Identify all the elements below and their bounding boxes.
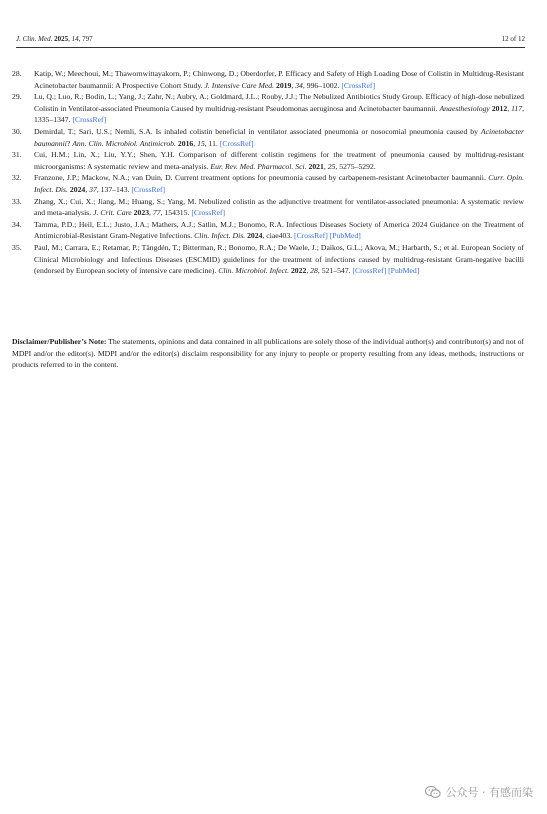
reference-text bbox=[34, 219, 524, 242]
reference-fragment: 25 bbox=[327, 161, 336, 171]
reference-fragment: 2022 bbox=[290, 266, 307, 276]
reference-fragment: , bbox=[193, 138, 198, 148]
reference-number: 29. bbox=[12, 92, 22, 102]
journal-citation: J. Clin. Med. 2025, 14, 797 bbox=[16, 35, 93, 43]
reference-fragment: Clin. Microbiol. Infect. bbox=[218, 266, 290, 276]
reference-fragment: 28 bbox=[310, 266, 318, 276]
reference-fragment: , bbox=[306, 266, 311, 276]
reference-fragment: 2024 bbox=[247, 231, 263, 241]
reference-text bbox=[34, 149, 524, 172]
reference-fragment: Katip, W.; Meechoui, M.; Thawornwittayakorn, P.; Chinwong, D.; Oberdorfer, P. Efficacy and Safety of High Loading Dose of Colistin in Multidrug-Resistant Acinetobacter baumannii: A Prospective Cohort Study. bbox=[34, 69, 524, 90]
reference-fragment: , 137–143. bbox=[96, 184, 132, 194]
reference-text bbox=[34, 172, 524, 195]
watermark bbox=[425, 784, 534, 800]
reference-fragment: , ciae403. bbox=[262, 231, 295, 241]
reference-fragment: 2012 bbox=[491, 103, 508, 113]
reference-item bbox=[12, 91, 524, 126]
reference-item bbox=[12, 149, 524, 172]
reference-item bbox=[12, 172, 524, 195]
reference-fragment: 37 bbox=[89, 184, 97, 194]
reference-fragment: 77 bbox=[152, 208, 161, 218]
reference-fragment: Franzone, J.P.; Mackow, N.A.; van Duin, D. Current treatment options for pneumonia caused by carbapenem-resistant Acinetobacter baumannii. bbox=[34, 173, 489, 183]
crossref-link[interactable]: [CrossRef] bbox=[191, 208, 226, 218]
reference-fragment: 34 bbox=[295, 80, 303, 90]
reference-text bbox=[34, 196, 524, 219]
reference-number: 28. bbox=[12, 69, 22, 78]
crossref-link[interactable]: [CrossRef] bbox=[294, 231, 328, 241]
wechat-icon bbox=[425, 785, 441, 799]
reference-item bbox=[12, 196, 524, 219]
reference-fragment: , bbox=[291, 80, 296, 90]
reference-fragment: J. Intensive Care Med. bbox=[204, 80, 275, 90]
reference-number: 30. bbox=[12, 126, 22, 136]
reference-fragment: , 5275–5292. bbox=[335, 161, 376, 171]
reference-fragment: Paul, M.; Carrara, E.; Retamar, P.; Tängdén, T.; Bitterman, R.; Bonomo, R.A.; De Waele, J.; Daikos, G.L.; Akova, M.; Harbarth, S.; et al. European Society of Clinical Microbiology and Infectious Diseases (ESCMID) guidelines for the treatment of infections caused by multidrug-resistant Gram-negative bacilli (endorsed by European society of intensive care medicine). bbox=[34, 242, 524, 276]
reference-item bbox=[12, 126, 524, 149]
reference-number: 35. bbox=[12, 242, 22, 252]
reference-fragment: Curr. Opin. Infect. Dis. bbox=[34, 173, 524, 194]
reference-fragment: , bbox=[149, 208, 153, 218]
reference-fragment: Lu, Q.; Luo, R.; Bodin, L.; Yang, J.; Zahr, N.; Aubry, A.; Goldmard, J.L.; Rouby, J.J.; The Nebulized Antibiotics Study Group. Efficacy of high-dose nebulized Colistin in Ventilator-associated Pneumonia Caused by multidrug-resistant Pseudomonas aeruginosa and Acinetobacter baumannii. bbox=[34, 92, 524, 113]
reference-text bbox=[34, 126, 524, 149]
reference-item bbox=[12, 68, 524, 91]
crossref-link[interactable]: [CrossRef] bbox=[341, 80, 376, 90]
reference-item bbox=[12, 242, 524, 277]
pubmed-link[interactable]: [PubMed] bbox=[329, 231, 361, 241]
reference-fragment: , 521–547. bbox=[317, 266, 353, 276]
reference-item bbox=[12, 219, 524, 242]
reference-fragment: Anaesthesiology bbox=[439, 103, 490, 113]
reference-number: 31. bbox=[12, 150, 22, 160]
crossref-link[interactable]: [CrossRef] bbox=[352, 266, 387, 276]
reference-fragment: 2019 bbox=[275, 80, 292, 90]
reference-fragment: ? bbox=[66, 138, 73, 148]
page-header bbox=[16, 32, 525, 46]
disclaimer bbox=[12, 336, 524, 371]
reference-fragment: , bbox=[507, 103, 512, 113]
reference-number: 32. bbox=[12, 173, 22, 183]
reference-fragment: , 1335–1347. bbox=[34, 103, 524, 125]
reference-fragment: 15 bbox=[197, 138, 205, 148]
reference-fragment: Ann. Clin. Microbiol. Antimicrob. bbox=[72, 138, 176, 148]
reference-fragment: Cui, H.M.; Lin, X.; Liu, Y.Y.; Shen, Y.H. Comparison of different colistin regimens for the treatment of pneumonia caused by multidrug-resistant microorganisms: A systematic review and meta-analysis. bbox=[34, 150, 524, 171]
reference-list bbox=[12, 68, 524, 277]
pubmed-link[interactable]: [PubMed] bbox=[388, 266, 420, 276]
crossref-link[interactable]: [CrossRef] bbox=[72, 115, 107, 125]
reference-text bbox=[34, 91, 524, 126]
header-divider bbox=[16, 47, 525, 48]
reference-fragment: , bbox=[85, 184, 90, 194]
disclaimer-label: Disclaimer/Publisher’s Note: bbox=[12, 337, 107, 346]
reference-fragment: Eur. Rev. Med. Pharmacol. Sci. bbox=[210, 161, 307, 171]
reference-fragment: Demirdal, T.; Sari, U.S.; Nemli, S.A. Is inhaled colistin beneficial in ventilator associated pneumonia or nosocomial pneumonia caused by bbox=[34, 126, 481, 136]
reference-fragment: Zhang, X.; Cui, X.; Jiang, M.; Huang, S.; Yang, M. Nebulized colistin as the adjunctive treatment for ventilator-associated pneumonia: A systematic review and meta-analysis. bbox=[34, 196, 524, 218]
reference-fragment: , 996–1002. bbox=[302, 80, 342, 90]
reference-fragment: Acinetobacter baumannii bbox=[34, 126, 524, 148]
reference-fragment: 2023 bbox=[133, 208, 150, 218]
reference-fragment: 2016 bbox=[177, 138, 194, 148]
reference-number: 34. bbox=[12, 219, 22, 229]
reference-text bbox=[34, 68, 524, 91]
reference-fragment: J. Crit. Care bbox=[93, 208, 132, 218]
page-number: 12 of 12 bbox=[501, 35, 525, 43]
reference-fragment: 2024 bbox=[69, 184, 86, 194]
reference-fragment: Tamma, P.D.; Heil, E.L.; Justo, J.A.; Mathers, A.J.; Satlin, M.J.; Bonomo, R.A. Infectious Diseases Society of America 2024 Guidance on the Treatment of Antimicrobial-Resistant Gram-Negative Infections. bbox=[34, 219, 524, 241]
reference-fragment: , 154315. bbox=[160, 208, 192, 218]
reference-fragment: Clin. Infect. Dis. bbox=[194, 231, 246, 241]
reference-fragment: 2021 bbox=[308, 161, 324, 171]
reference-fragment: 117 bbox=[511, 103, 523, 113]
crossref-link[interactable]: [CrossRef] bbox=[219, 138, 254, 148]
journal-name: J. Clin. Med. bbox=[16, 35, 53, 43]
crossref-link[interactable]: [CrossRef] bbox=[131, 184, 166, 194]
reference-text bbox=[34, 242, 524, 277]
journal-year: 2025 bbox=[54, 35, 69, 43]
journal-volume: 14 bbox=[71, 35, 79, 43]
disclaimer-text: The statements, opinions and data contained in all publications are solely those of the individual author(s) and contributor(s) and not of MDPI and/or the editor(s). MDPI and/or the editor(s) disclaim responsibility for any injury to people or property resulting from any ideas, methods, instructions or products referred to in the content. bbox=[12, 337, 525, 370]
reference-fragment: , bbox=[323, 161, 328, 171]
watermark-text: 公众号 · 有感而染 bbox=[445, 786, 533, 799]
reference-number: 33. bbox=[12, 196, 22, 206]
article-number: 797 bbox=[82, 35, 93, 43]
reference-fragment: , 11. bbox=[204, 138, 220, 148]
